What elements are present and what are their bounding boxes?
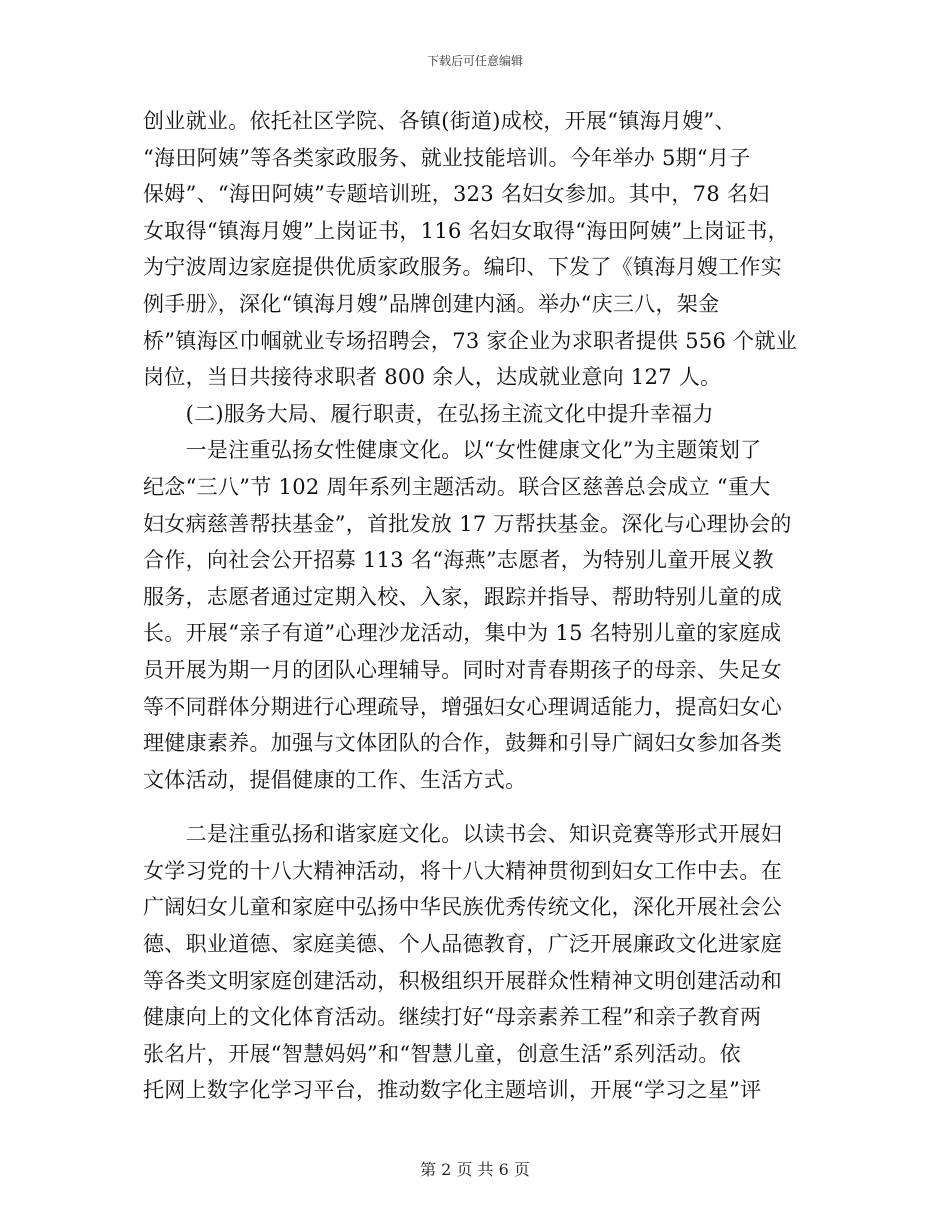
text-line: 张名片，开展“智慧妈妈”和“智慧儿童，创意生活”系列活动。依 [143, 1041, 741, 1066]
text-line: 例手册》，深化“镇海月嫂”品牌创建内涵。举办“庆三八，架金 [143, 291, 720, 316]
text-line: 文体活动，提倡健康的工作、生活方式。 [143, 767, 527, 792]
text-line: 等不同群体分期进行心理疏导，增强妇女心理调适能力，提高妇女心 [143, 694, 782, 719]
paragraph-gap [143, 798, 823, 816]
document-body [143, 103, 823, 1109]
text-line: 理健康素养。加强与文体团队的合作，鼓舞和引导广阔妇女参加各类 [143, 731, 782, 756]
text-line: 一是注重弘扬女性健康文化。以“女性健康文化”为主题策划了 [143, 438, 762, 463]
text-line: “海田阿姨”等各类家政服务、就业技能培训。今年举办 5期“月子 [143, 145, 751, 170]
text-line: 服务，志愿者通过定期入校、入家，跟踪并指导、帮助特别儿童的成 [143, 584, 782, 609]
text-line: 创业就业。依托社区学院、各镇(街道)成校，开展“镇海月嫂”、 [143, 109, 736, 133]
text-line: 女取得“镇海月嫂”上岗证书，116 名妇女取得“海田阿姨”上岗证书， [143, 218, 789, 243]
text-line: 托网上数字化学习平台，推动数字化主题培训，开展“学习之星”评 [143, 1078, 762, 1103]
text-line: 妇女病慈善帮扶基金”，首批发放 17 万帮扶基金。深化与心理协会的 [143, 511, 792, 536]
text-line: 合作，向社会公开招募 113 名“海燕”志愿者，为特别儿童开展义教 [143, 548, 774, 573]
text-line: 健康向上的文化体育活动。继续打好“母亲素养工程”和亲子教育两 [143, 1005, 762, 1030]
text-line: 保姆”、“海田阿姨”专题培训班，323 名妇女参加。其中，78 名妇 [143, 182, 770, 207]
text-line: 桥”镇海区巾帼就业专场招聘会，73 家企业为求职者提供 556 个就业 [143, 328, 798, 353]
page-header-note: 下载后可任意编辑 [426, 54, 523, 68]
text-line: 女学习党的十八大精神活动，将十八大精神贯彻到妇女工作中去。在 [143, 858, 782, 883]
text-line: 员开展为期一月的团队心理辅导。同时对青春期孩子的母亲、失足女 [143, 657, 782, 682]
section-heading: (二)服务大局、履行职责，在弘扬主流文化中提升幸福力 [143, 401, 714, 426]
text-line: 广阔妇女儿童和家庭中弘扬中华民族优秀传统文化，深化开展社会公 [143, 895, 782, 920]
text-line: 纪念“三八”节 102 周年系列主题活动。联合区慈善总会成立 “重大 [143, 474, 771, 499]
text-line: 二是注重弘扬和谐家庭文化。以读书会、知识竞赛等形式开展妇 [143, 822, 782, 847]
text-line: 长。开展“亲子有道”心理沙龙活动，集中为 15 名特别儿童的家庭成 [143, 621, 782, 646]
page-number: 第 2 页 共 6 页 [420, 1160, 530, 1179]
text-line: 岗位，当日共接待求职者 800 余人，达成就业意向 127 人。 [143, 365, 722, 390]
text-line: 为宁波周边家庭提供优质家政服务。编印、下发了《镇海月嫂工作实 [143, 255, 782, 280]
text-line: 德、职业道德、家庭美德、个人品德教育，广泛开展廉政文化进家庭 [143, 932, 782, 957]
text-line: 等各类文明家庭创建活动，积极组织开展群众性精神文明创建活动和 [143, 968, 782, 993]
